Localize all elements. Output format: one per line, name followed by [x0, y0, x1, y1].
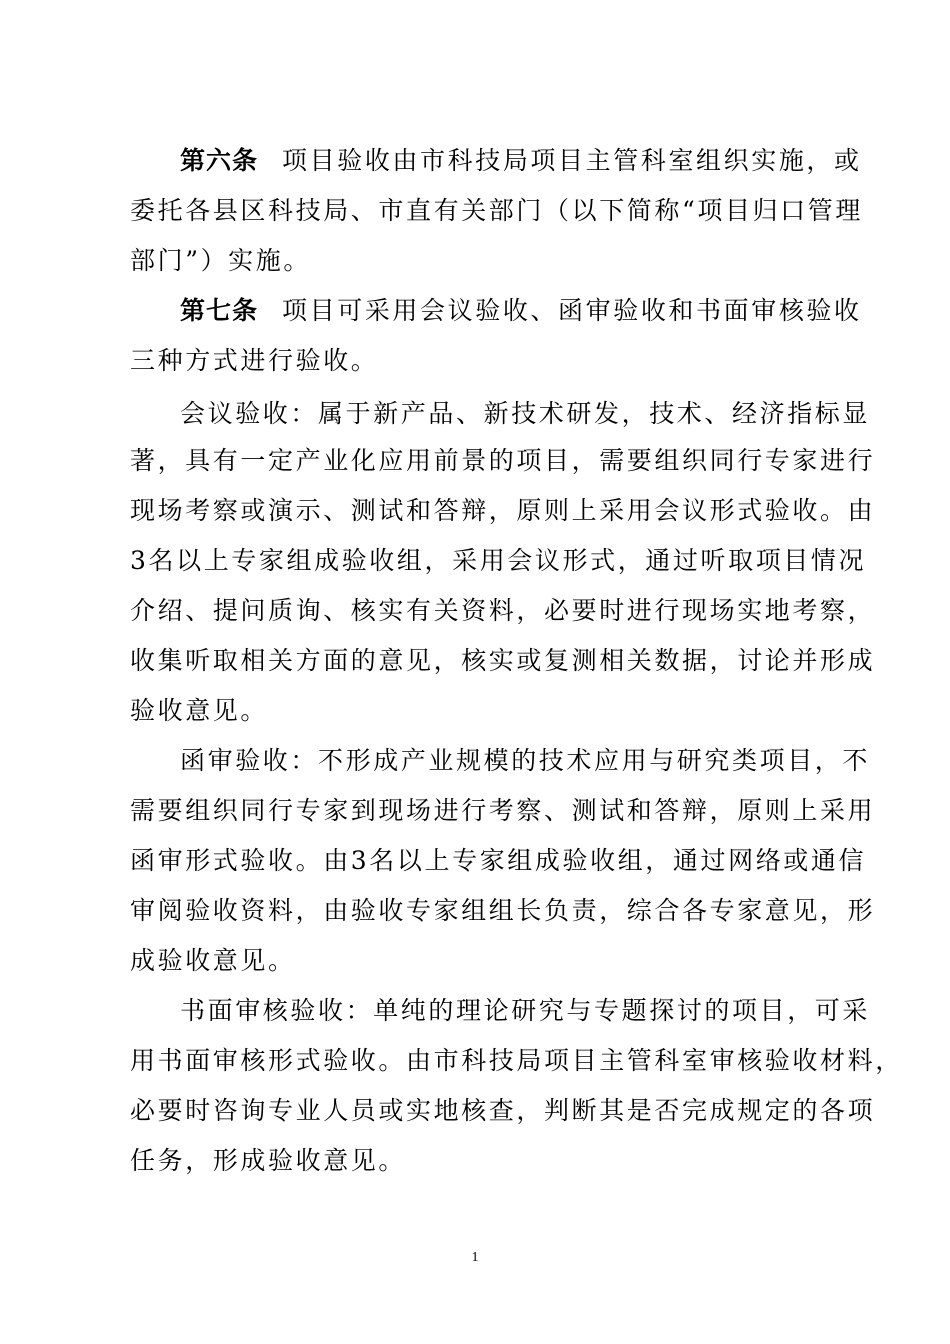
article-6-line-1	[180, 144, 862, 178]
letter-line-2: 需要组织同行专家到现场进行考察、测试和答辩，原则上采用	[130, 796, 876, 825]
meeting-line-7: 验收意见。	[130, 696, 269, 725]
page-number: 1	[471, 1250, 479, 1265]
letter-line-3: 函审形式验收。由3名以上专家组成验收组，通过网络或通信	[130, 846, 867, 875]
letter-line-4: 审阅验收资料，由验收专家组组长负责，综合各专家意见，形	[130, 896, 876, 925]
article-6-label: 第六条	[180, 146, 259, 175]
article-7-label: 第七条	[180, 296, 259, 325]
meeting-line-3: 现场考察或演示、测试和答辩，原则上采用会议形式验收。由	[130, 496, 876, 525]
article-6-line-2: 委托各县区科技局、市直有关部门（以下简称“项目归口管理	[130, 196, 863, 225]
written-line-1: 书面审核验收：单纯的理论研究与专题探讨的项目，可采	[180, 996, 871, 1025]
article-6-text: 项目验收由市科技局项目主管科室组织实施，或	[282, 146, 862, 175]
article-7-text: 项目可采用会议验收、函审验收和书面审核验收	[282, 296, 862, 325]
meeting-line-2: 著，具有一定产业化应用前景的项目，需要组织同行专家进行	[130, 446, 876, 475]
letter-line-1: 函审验收：不形成产业规模的技术应用与研究类项目，不	[180, 746, 871, 775]
meeting-line-1: 会议验收：属于新产品、新技术研发，技术、经济指标显	[180, 399, 871, 428]
meeting-line-6: 收集听取相关方面的意见，核实或复测相关数据，讨论并形成	[130, 646, 876, 675]
article-7-line-2: 三种方式进行验收。	[130, 346, 379, 375]
written-line-3: 必要时咨询专业人员或实地核查，判断其是否完成规定的各项	[130, 1096, 876, 1125]
letter-line-5: 成验收意见。	[130, 946, 296, 975]
written-line-4: 任务，形成验收意见。	[130, 1146, 407, 1175]
meeting-line-5: 介绍、提问质询、核实有关资料，必要时进行现场实地考察，	[130, 596, 876, 625]
meeting-line-4: 3名以上专家组成验收组，采用会议形式，通过听取项目情况	[130, 546, 867, 575]
article-7-line-1	[180, 294, 862, 328]
written-line-2: 用书面审核形式验收。由市科技局项目主管科室审核验收材料，	[130, 1046, 903, 1075]
article-6-line-3: 部门”）实施。	[130, 246, 311, 275]
